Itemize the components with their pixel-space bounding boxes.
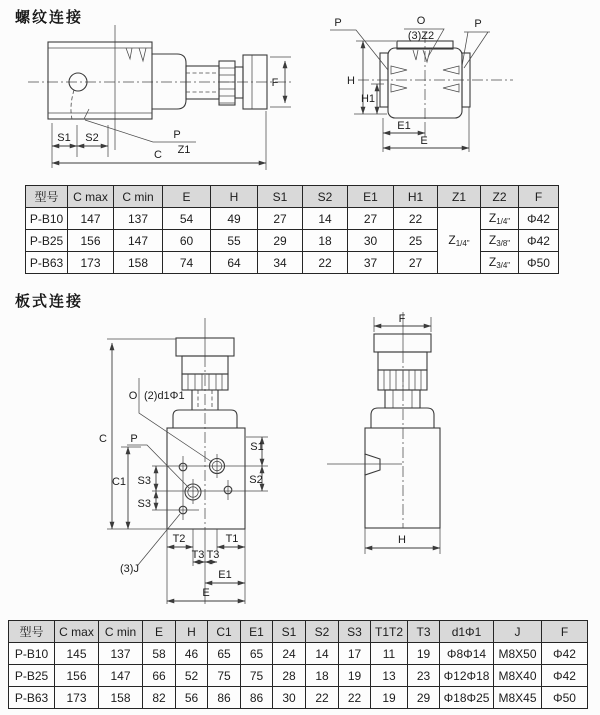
dim-label-c: C <box>154 149 162 161</box>
row-header-model: P-B63 <box>26 252 68 274</box>
column-header: S1 <box>258 186 303 208</box>
column-header: J <box>494 621 542 643</box>
table-cell: 52 <box>176 665 208 687</box>
threaded-connection-drawing <box>0 0 600 182</box>
table-cell: 66 <box>143 665 176 687</box>
plate-dimensions-table <box>8 620 588 709</box>
row-header-model: P-B63 <box>9 687 55 709</box>
column-header: F <box>519 186 559 208</box>
table-cell: 56 <box>176 687 208 709</box>
thread-label-z2: (3)Z2 <box>407 30 435 42</box>
valve-body <box>365 428 440 528</box>
column-header: E1 <box>241 621 273 643</box>
column-header: F <box>542 621 588 643</box>
table-cell: 18 <box>303 230 348 252</box>
dimension-S1-S2 <box>52 123 108 168</box>
table-cell: 54 <box>163 208 211 230</box>
table-cell: 156 <box>55 665 99 687</box>
table-cell: 34 <box>258 252 303 274</box>
column-header: S1 <box>273 621 306 643</box>
table-cell: 86 <box>208 687 241 709</box>
port-label-p-right: P <box>474 18 482 30</box>
cell-main: Z <box>488 233 497 247</box>
table-cell: 58 <box>143 643 176 665</box>
leader-P-Z1 <box>85 120 196 156</box>
table-cell: 29 <box>408 687 440 709</box>
dim-label-e: E <box>420 135 428 147</box>
column-header: T3 <box>408 621 440 643</box>
valve-neck <box>152 54 186 109</box>
valve-body <box>48 42 152 119</box>
column-header: 型号 <box>9 621 55 643</box>
column-header: E <box>163 186 211 208</box>
port-label-p: P <box>173 129 181 141</box>
plate-connection-drawing <box>0 310 600 618</box>
table-cell: 75 <box>241 665 273 687</box>
dimension-S1-S2 <box>246 437 268 491</box>
table-cell: Φ50 <box>542 687 588 709</box>
cell-sub: 1/4" <box>496 217 511 226</box>
table-cell: 14 <box>306 643 339 665</box>
threaded-side-view <box>28 25 292 170</box>
bolt-label-j: (3)J <box>120 563 139 575</box>
table-row <box>26 208 559 230</box>
table-cell: 19 <box>371 687 408 709</box>
table-cell: 64 <box>211 252 258 274</box>
table-cell: 19 <box>408 643 440 665</box>
column-header: E1 <box>348 186 394 208</box>
leader-J <box>120 514 180 575</box>
dim-label-s1: S1 <box>250 441 264 453</box>
row-header-model: P-B10 <box>9 643 55 665</box>
dim-label-t1: T1 <box>225 533 239 545</box>
table-cell: M8X40 <box>494 665 542 687</box>
header-row <box>9 621 588 643</box>
table-cell: 147 <box>114 230 163 252</box>
table-cell: 46 <box>176 643 208 665</box>
table-cell: 86 <box>241 687 273 709</box>
knob-block <box>378 352 427 370</box>
dim-label-s3-upper: S3 <box>137 475 151 487</box>
adjust-stem <box>186 66 219 99</box>
column-header: Z1 <box>438 186 481 208</box>
leader-P-right <box>462 18 490 68</box>
table-cell: 23 <box>408 665 440 687</box>
hidden-port-line <box>71 90 74 119</box>
table-cell: 22 <box>303 252 348 274</box>
cell-main: Z <box>488 211 497 225</box>
cell-sub: 3/8" <box>496 239 511 248</box>
cell-main: Z <box>448 233 456 247</box>
column-header: 型号 <box>26 186 68 208</box>
dim-label-h: H <box>347 75 355 87</box>
column-header: H1 <box>394 186 438 208</box>
row-header-model: P-B25 <box>26 230 68 252</box>
table-cell: 19 <box>339 665 371 687</box>
dim-label-e1: E1 <box>397 120 411 132</box>
table-cell <box>481 252 519 274</box>
dim-label-c: C <box>99 433 107 445</box>
table-cell: 27 <box>258 208 303 230</box>
collar <box>235 67 243 98</box>
table-cell: 55 <box>211 230 258 252</box>
table-cell: Φ42 <box>519 230 559 252</box>
table-cell: 145 <box>55 643 99 665</box>
thread-section <box>378 370 427 390</box>
table-row <box>9 643 588 665</box>
table-cell: Φ18Φ25 <box>440 687 494 709</box>
column-header: Z2 <box>481 186 519 208</box>
table-cell: 17 <box>339 643 371 665</box>
dimension-T-E <box>167 533 245 601</box>
table-cell <box>481 230 519 252</box>
section-title-plate: 板式连接 <box>15 293 84 310</box>
table-cell: 147 <box>68 208 114 230</box>
table-cell: 30 <box>273 687 306 709</box>
adjust-knob <box>374 334 431 352</box>
leader-P-left <box>330 17 388 70</box>
port-label-p-left: P <box>334 17 342 29</box>
hole-label-d1: (2)d1Φ1 <box>144 390 185 402</box>
table-cell: 14 <box>303 208 348 230</box>
port-holes <box>152 454 268 520</box>
table-cell: 158 <box>99 687 143 709</box>
leader-O-Z2 <box>404 15 444 57</box>
table-cell: Φ42 <box>519 208 559 230</box>
threaded-front-view <box>330 15 513 152</box>
table-cell: 22 <box>394 208 438 230</box>
table-cell: 27 <box>394 252 438 274</box>
plate-front-view <box>99 318 268 604</box>
table-cell: 147 <box>99 665 143 687</box>
bonnet <box>371 408 434 428</box>
dim-label-t2: T2 <box>172 533 186 545</box>
table-cell: 75 <box>208 665 241 687</box>
leader-O-d1 <box>129 378 212 462</box>
table-cell: 30 <box>348 230 394 252</box>
table-cell: 137 <box>99 643 143 665</box>
plate-side-view <box>327 312 440 554</box>
thread-marks <box>413 50 430 62</box>
table-cell: 156 <box>68 230 114 252</box>
table-cell: Φ12Φ18 <box>440 665 494 687</box>
table-cell: Φ8Φ14 <box>440 643 494 665</box>
row-header-model: P-B10 <box>26 208 68 230</box>
valve-body <box>167 428 245 529</box>
column-header: S2 <box>306 621 339 643</box>
column-header: S3 <box>339 621 371 643</box>
dim-label-s3-lower: S3 <box>137 498 151 510</box>
column-header: H <box>211 186 258 208</box>
dimension-E <box>383 107 469 152</box>
column-header: C min <box>114 186 163 208</box>
threaded-dimensions-table <box>25 185 559 274</box>
dim-label-e: E <box>202 587 210 599</box>
table-cell: 28 <box>273 665 306 687</box>
dimension-S3 <box>138 466 156 510</box>
table-cell: 11 <box>371 643 408 665</box>
column-header: C1 <box>208 621 241 643</box>
dim-label-h: H <box>398 534 406 546</box>
port-label-p: P <box>130 433 138 445</box>
table-cell: 74 <box>163 252 211 274</box>
table-cell: 82 <box>143 687 176 709</box>
table-cell: Φ42 <box>542 665 588 687</box>
table-cell: M8X50 <box>494 643 542 665</box>
table-cell: 173 <box>68 252 114 274</box>
column-header: C min <box>99 621 143 643</box>
table-cell: 65 <box>241 643 273 665</box>
table-cell <box>438 208 481 274</box>
column-header: T1T2 <box>371 621 408 643</box>
table-cell: 158 <box>114 252 163 274</box>
table-cell <box>481 208 519 230</box>
dimension-F <box>374 313 431 332</box>
table-cell: 137 <box>114 208 163 230</box>
leader-P <box>127 433 189 488</box>
dimension-C1 <box>112 447 141 529</box>
dim-label-e1: E1 <box>218 569 232 581</box>
table-cell: 22 <box>339 687 371 709</box>
stem <box>385 390 420 408</box>
table-cell: 13 <box>371 665 408 687</box>
table-cell: 27 <box>348 208 394 230</box>
column-header: E <box>143 621 176 643</box>
dim-label-s2: S2 <box>249 474 263 486</box>
table-cell: 173 <box>55 687 99 709</box>
side-port <box>365 454 380 475</box>
port-label-o: O <box>416 15 426 27</box>
dimension-C <box>52 111 266 170</box>
dim-label-h1: H1 <box>360 93 376 105</box>
cell-sub: 1/4" <box>455 239 470 248</box>
table-row <box>9 687 588 709</box>
dim-label-c1: C1 <box>111 476 127 488</box>
dim-label-s1: S1 <box>57 132 71 144</box>
table-cell: M8X45 <box>494 687 542 709</box>
dim-label-f: F <box>398 313 406 325</box>
dimension-E1 <box>383 118 425 137</box>
row-header-model: P-B25 <box>9 665 55 687</box>
column-header: H <box>176 621 208 643</box>
table-cell: 22 <box>306 687 339 709</box>
column-header: S2 <box>303 186 348 208</box>
cell-main: Z <box>488 255 497 269</box>
section-title-threaded: 螺纹连接 <box>15 9 84 26</box>
header-row <box>26 186 559 208</box>
thread-label-z1: Z1 <box>177 144 191 156</box>
dimension-H <box>365 528 440 554</box>
table-cell: 60 <box>163 230 211 252</box>
table-cell: 49 <box>211 208 258 230</box>
dim-label-t3-left: T3 <box>191 549 205 561</box>
column-header: C max <box>68 186 114 208</box>
table-cell: 25 <box>394 230 438 252</box>
table-cell: 65 <box>208 643 241 665</box>
table-cell: 18 <box>306 665 339 687</box>
dim-label-s2: S2 <box>85 132 99 144</box>
table-cell: Φ42 <box>542 643 588 665</box>
thread-section <box>219 61 235 105</box>
table-row <box>9 665 588 687</box>
column-header: d1Φ1 <box>440 621 494 643</box>
cell-sub: 3/4" <box>496 261 511 270</box>
table-cell: 29 <box>258 230 303 252</box>
table-cell: Φ50 <box>519 252 559 274</box>
table-cell: 37 <box>348 252 394 274</box>
port-label-o: O <box>128 390 138 402</box>
column-header: C max <box>55 621 99 643</box>
dim-label-t3-right: T3 <box>206 549 220 561</box>
table-cell: 24 <box>273 643 306 665</box>
dim-label-f: F <box>271 77 279 89</box>
